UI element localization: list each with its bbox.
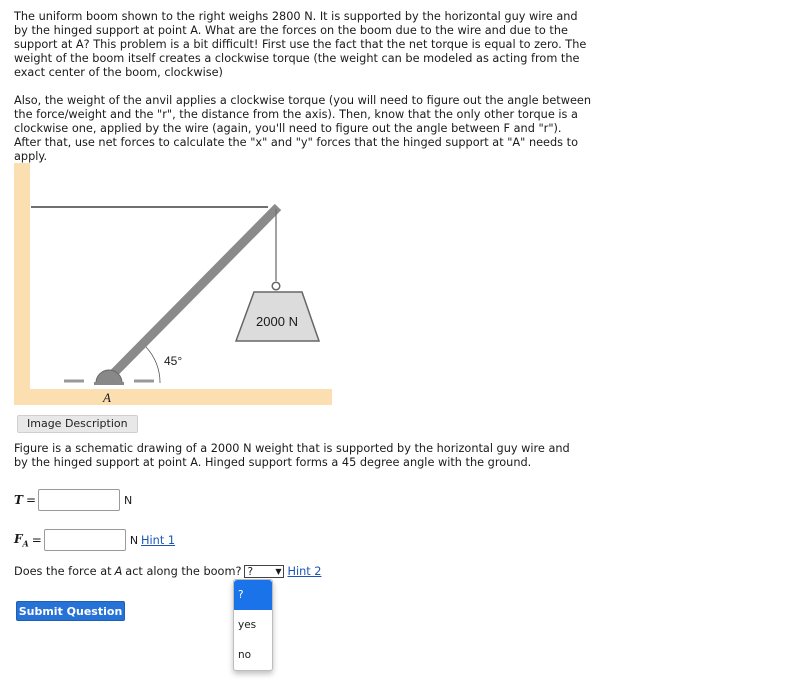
boom-question-row bbox=[14, 565, 322, 578]
point-a-label: A bbox=[103, 390, 111, 405]
select-current-value: ? bbox=[247, 565, 254, 578]
boom-answer-select[interactable] bbox=[244, 565, 284, 578]
hint-1-link[interactable]: Hint 1 bbox=[141, 533, 176, 547]
force-a-unit: N bbox=[129, 533, 139, 547]
problem-paragraph-2: Also, the weight of the anvil applies a clockwise torque (you will need to figure out the angle between the force/weight and the "r", the distance from the axis). Then, know that the only other torque is a clockwise one, applied by the wire (again, you'll need to figure out the angle between F and "r"). After that, use net forces to calculate the "x" and "y" forces that the hinged support at "A" needs to apply. bbox=[14, 94, 592, 163]
option-yes[interactable]: yes bbox=[238, 619, 257, 631]
question-text-after: act along the boom? bbox=[125, 565, 242, 578]
tension-symbol: T bbox=[14, 493, 23, 507]
option-unknown[interactable]: ? bbox=[234, 580, 272, 610]
option-no[interactable]: no bbox=[238, 649, 252, 661]
question-text-before: Does the force at bbox=[14, 565, 112, 578]
submit-question-button[interactable]: Submit Question bbox=[16, 601, 125, 621]
select-dropdown-list bbox=[233, 579, 273, 671]
hint-2-link[interactable]: Hint 2 bbox=[287, 565, 322, 578]
force-a-input[interactable] bbox=[44, 529, 126, 551]
tension-unit: N bbox=[124, 493, 133, 507]
boom bbox=[110, 207, 278, 377]
boom-figure bbox=[14, 163, 334, 408]
image-description-button[interactable]: Image Description bbox=[17, 415, 138, 433]
angle-arc bbox=[146, 347, 160, 383]
floor bbox=[14, 389, 332, 405]
problem-paragraph-1: The uniform boom shown to the right weighs 2800 N. It is supported by the horizontal guy wire and by the hinged support at point A. What are the forces on the boom due to the wire and due to the support at A? This problem is a bit difficult! First use the fact that the net torque is equal to zero. The weight of the boom itself creates a clockwise torque (the weight can be modeled as acting from the exact center of the boom, clockwise) bbox=[14, 10, 587, 79]
wall bbox=[14, 163, 30, 405]
force-a-row bbox=[14, 529, 175, 551]
image-description-text: Figure is a schematic drawing of a 2000 N weight that is supported by the horizontal guy wire and by the hinged support at point A. Hinged support forms a 45 degree angle with the ground. bbox=[14, 442, 570, 469]
force-a-symbol: $F_A$ bbox=[14, 531, 29, 549]
hook bbox=[272, 282, 280, 290]
force-a-equals: = bbox=[31, 533, 42, 547]
chevron-down-icon: ▼ bbox=[275, 567, 282, 576]
tension-input[interactable] bbox=[38, 489, 120, 511]
tension-row bbox=[14, 489, 132, 511]
tension-equals: = bbox=[25, 493, 36, 507]
angle-label: 45° bbox=[164, 354, 183, 368]
question-point: A bbox=[114, 565, 123, 578]
weight-label: 2000 N bbox=[256, 314, 298, 329]
